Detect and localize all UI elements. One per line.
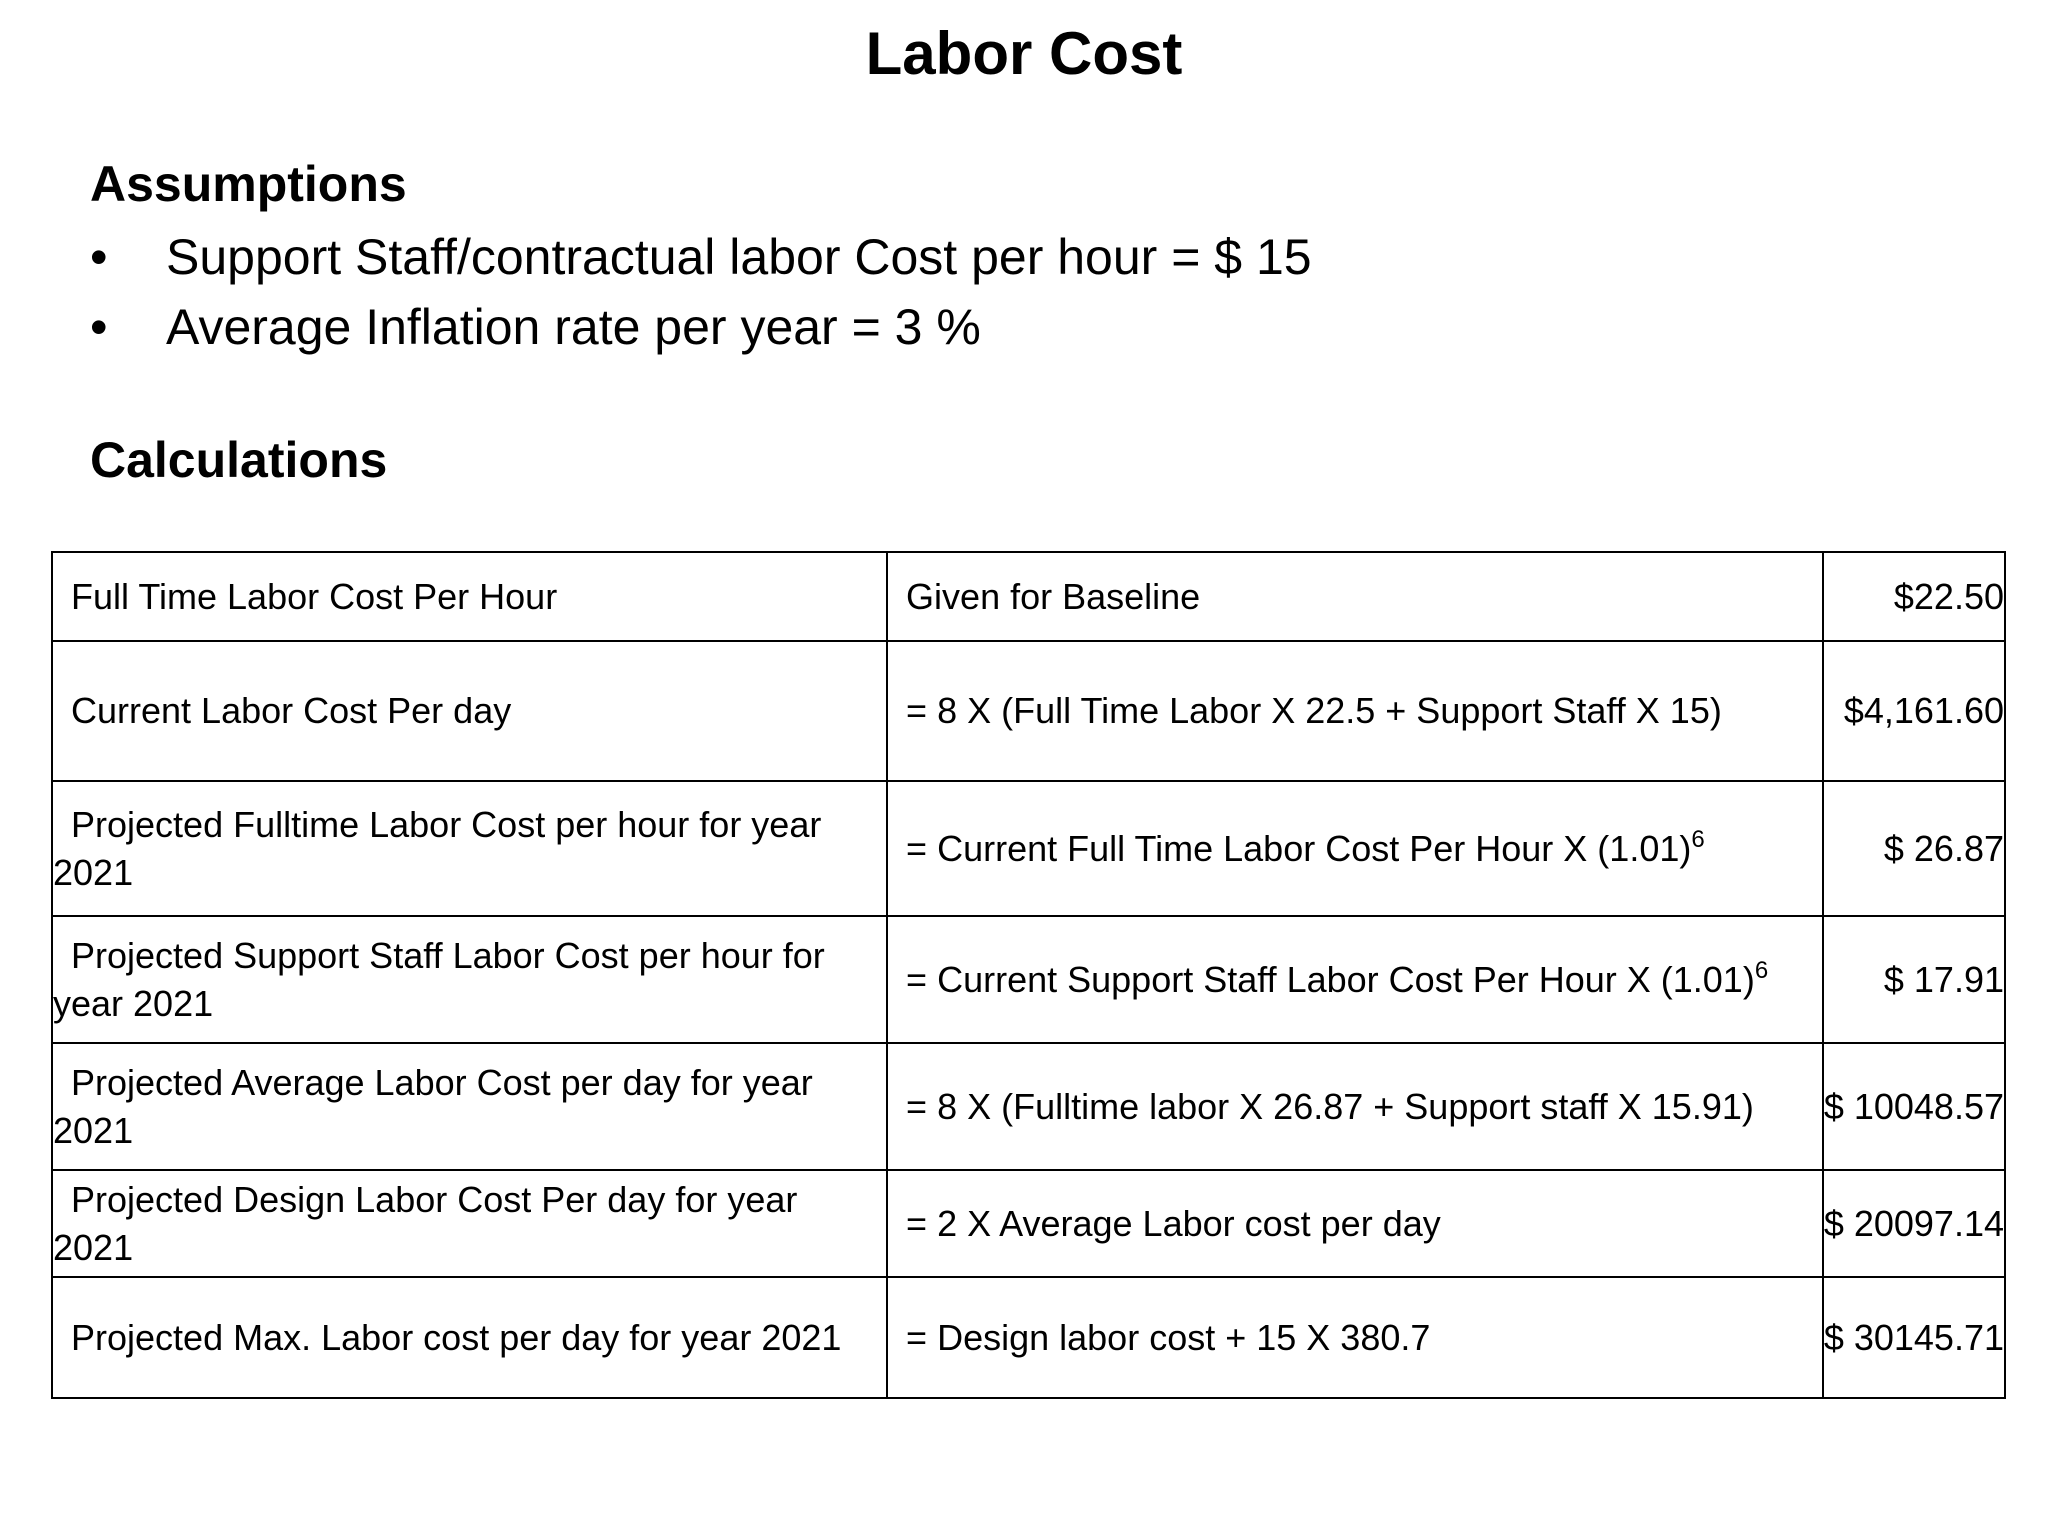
row-formula-cell xyxy=(887,1043,1823,1170)
row-value-cell xyxy=(1823,1277,2005,1398)
row-description-cell xyxy=(52,641,887,781)
row-description-cell xyxy=(52,1277,887,1398)
slide-title: Labor Cost xyxy=(865,20,1183,87)
table-row xyxy=(52,916,2005,1043)
formula-exponent: 6 xyxy=(1691,825,1705,853)
assumption-text: Average Inflation rate per year = 3 % xyxy=(166,299,981,355)
formula-exponent: 6 xyxy=(1754,956,1769,984)
row-value-cell xyxy=(1823,781,2005,916)
row-description-cell xyxy=(52,1170,887,1277)
row-formula-cell xyxy=(887,552,1823,641)
row-formula: = Current Full Time Labor Cost Per Hour X (1.01) xyxy=(906,827,1692,869)
row-value: $ 10048.57 xyxy=(1823,1085,2004,1127)
row-value: $ 17.91 xyxy=(1883,958,2004,1000)
row-formula: = Current Support Staff Labor Cost Per Hour X (1.01) xyxy=(906,958,1755,1000)
row-value: $ 26.87 xyxy=(1883,827,2004,869)
bullet-icon: • xyxy=(90,299,108,355)
row-description-cell xyxy=(52,916,887,1043)
row-formula: = 2 X Average Labor cost per day xyxy=(906,1202,1441,1244)
row-value-cell xyxy=(1823,916,2005,1043)
row-description: Projected Design Labor Cost Per day for year 2021 xyxy=(53,1178,798,1268)
row-value-cell xyxy=(1823,1170,2005,1277)
bullet-icon: • xyxy=(90,229,108,285)
row-value: $22.50 xyxy=(1893,575,2004,617)
assumptions-heading: Assumptions xyxy=(90,156,407,212)
row-formula: Given for Baseline xyxy=(906,575,1201,617)
assumption-item xyxy=(90,222,1312,292)
row-value: $ 20097.14 xyxy=(1823,1202,2004,1244)
assumptions-list xyxy=(90,222,1312,362)
table-row xyxy=(52,641,2005,781)
row-value-cell xyxy=(1823,552,2005,641)
row-value: $4,161.60 xyxy=(1843,690,2004,731)
row-formula-cell xyxy=(887,781,1823,916)
row-description-cell xyxy=(52,552,887,641)
row-formula-cell xyxy=(887,1170,1823,1277)
row-description: Projected Support Staff Labor Cost per hour for year 2021 xyxy=(53,934,825,1024)
row-value-cell xyxy=(1823,1043,2005,1170)
row-value-cell xyxy=(1823,641,2005,781)
row-description: Projected Average Labor Cost per day for year 2021 xyxy=(53,1061,813,1151)
table-row xyxy=(52,1170,2005,1277)
row-formula: = 8 X (Full Time Labor X 22.5 + Support Staff X 15) xyxy=(906,690,1722,731)
row-description: Current Labor Cost Per day xyxy=(71,690,512,731)
assumption-item xyxy=(90,292,1312,362)
calculations-table xyxy=(51,551,2006,1399)
calculations-heading: Calculations xyxy=(90,432,388,488)
assumption-text: Support Staff/contractual labor Cost per hour = $ 15 xyxy=(166,229,1312,285)
row-description-cell xyxy=(52,1043,887,1170)
row-description-cell xyxy=(52,781,887,916)
row-formula-cell xyxy=(887,1277,1823,1398)
table-row xyxy=(52,1043,2005,1170)
row-description: Projected Fulltime Labor Cost per hour for year 2021 xyxy=(53,803,822,893)
row-formula: = Design labor cost + 15 X 380.7 xyxy=(906,1316,1431,1358)
row-formula: = 8 X (Fulltime labor X 26.87 + Support staff X 15.91) xyxy=(906,1085,1754,1127)
row-formula-cell xyxy=(887,916,1823,1043)
table-row xyxy=(52,781,2005,916)
row-description: Full Time Labor Cost Per Hour xyxy=(71,575,558,617)
table-row xyxy=(52,552,2005,641)
row-formula-cell xyxy=(887,641,1823,781)
table-row xyxy=(52,1277,2005,1398)
row-description: Projected Max. Labor cost per day for year 2021 xyxy=(71,1316,842,1358)
row-value: $ 30145.71 xyxy=(1823,1316,2004,1358)
